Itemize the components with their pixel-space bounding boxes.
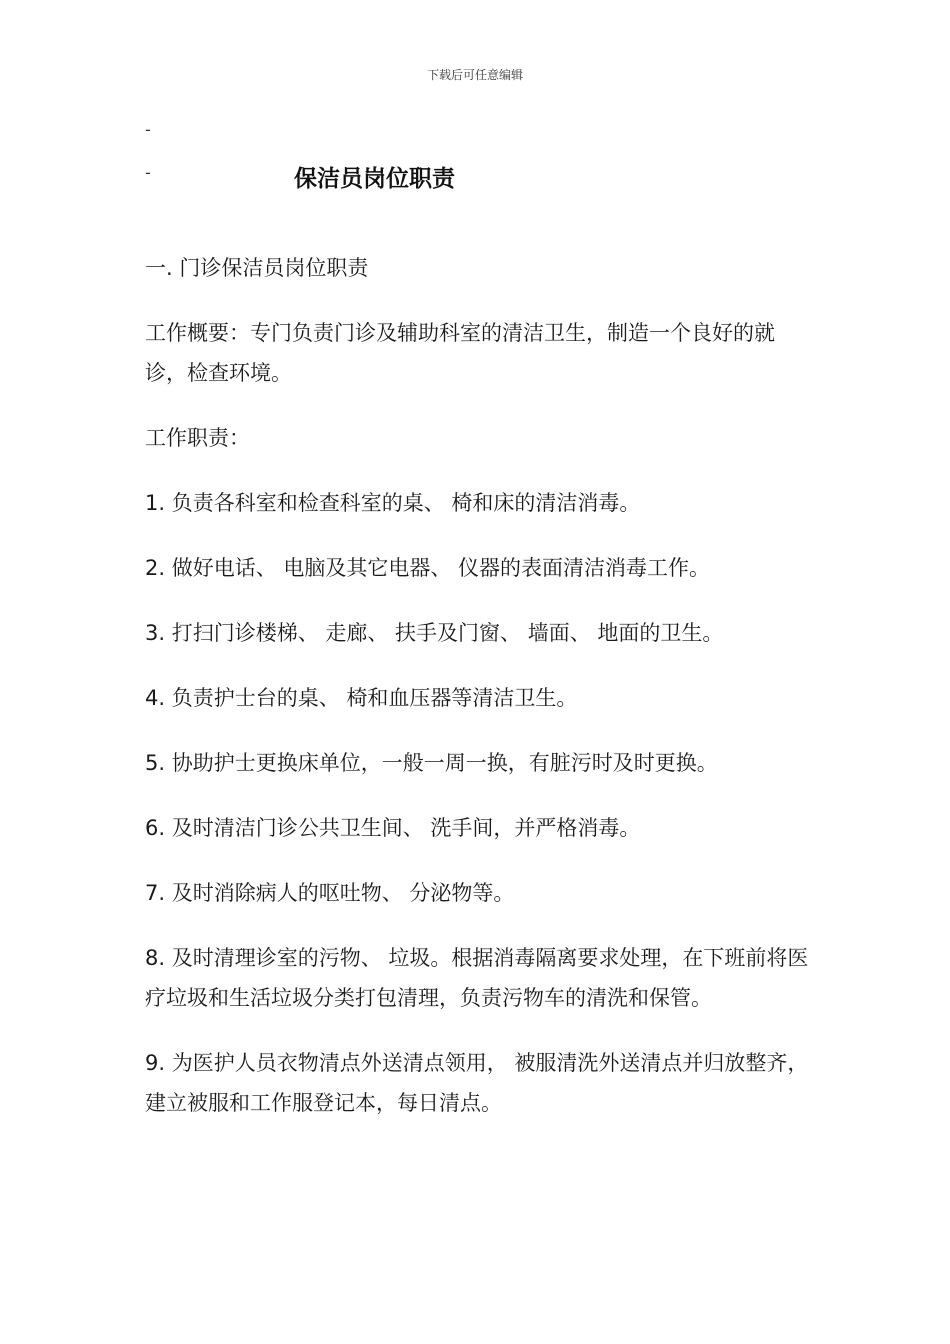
duty-item: 2. 做好电话、 电脑及其它电器、 仪器的表面清洁消毒工作。 — [145, 556, 711, 580]
duty-item: 4. 负责护士台的桌、 椅和血压器等清洁卫生。 — [145, 686, 578, 710]
section-heading: 一. 门诊保洁员岗位职责 — [145, 256, 369, 280]
duty-item: 1. 负责各科室和检查科室的桌、 椅和床的清洁消毒。 — [145, 491, 641, 515]
duty-item: 7. 及时消除病人的呕吐物、 分泌物等。 — [145, 881, 515, 905]
document-title: 保洁员岗位职责 — [294, 166, 455, 192]
duty-item: 6. 及时清洁门诊公共卫生间、 洗手间，并严格消毒。 — [145, 816, 641, 840]
document-body — [145, 248, 810, 1148]
duty-item: 3. 打扫门诊楼梯、 走廊、 扶手及门窗、 墙面、 地面的卫生。 — [145, 621, 724, 645]
duties-heading: 工作职责： — [145, 426, 250, 450]
dash-marker: - — [145, 120, 151, 139]
duty-item: 9. 为医护人员衣物清点外送清点领用， 被服清洗外送清点并归放整齐，建立被服和工作服登记本，每日清点。 — [145, 1051, 809, 1115]
page-header-note: 下载后可任意编辑 — [426, 68, 523, 82]
overview-paragraph: 工作概要：专门负责门诊及辅助科室的清洁卫生，制造一个良好的就诊，检查环境。 — [145, 321, 775, 385]
dash-marker: - — [145, 163, 151, 182]
duty-item: 5. 协助护士更换床单位，一般一周一换，有脏污时及时更换。 — [145, 751, 718, 775]
duty-item: 8. 及时清理诊室的污物、 垃圾。根据消毒隔离要求处理，在下班前将医疗垃圾和生活垃圾分类打包清理，负责污物车的清洗和保管。 — [145, 946, 809, 1010]
